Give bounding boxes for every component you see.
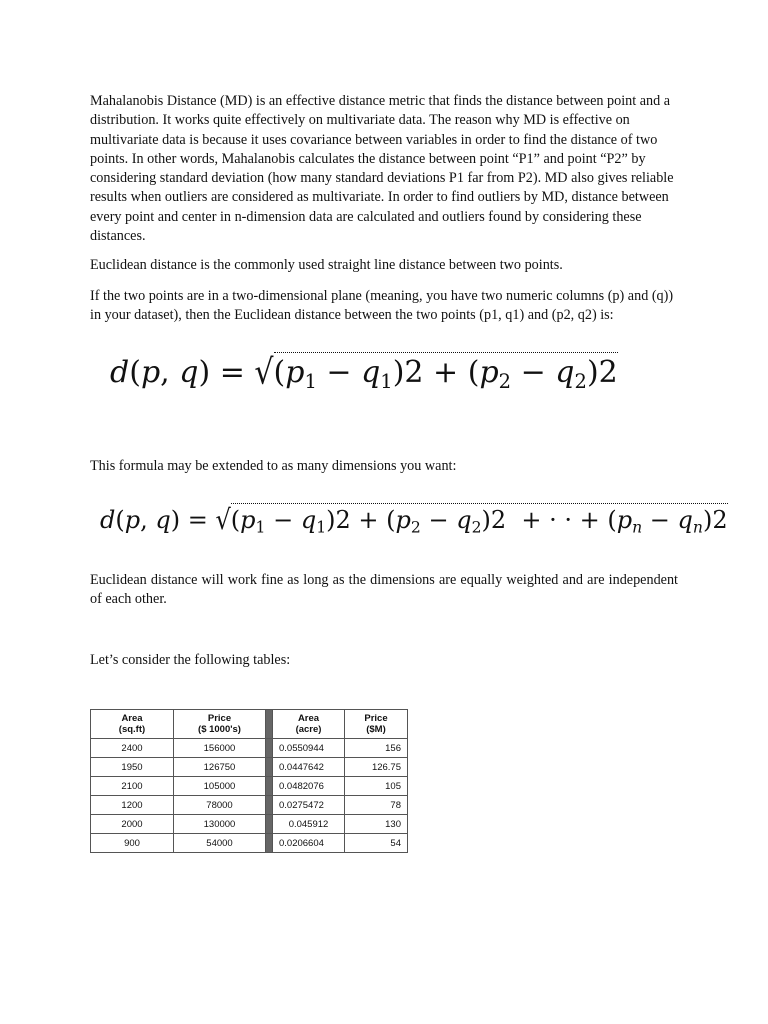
paragraph-two-dimensional: If the two points are in a two-dimensional plane (meaning, you have two numeric columns (p) and (q)) in your dataset), then the Euclidean distance between the two points (p1, q1) and (p2, q2) is: <box>90 288 674 324</box>
paragraph-md-intro: Mahalanobis Distance (MD) is an effective distance metric that finds the distance between point and a distribution. It works quite effectively on multivariate data. The reason why MD is effective on multivariate data is because it uses covariance between variables in order to find the distance of two points. In other words, Mahalanobis calculates the distance between point “P1” and point “P2” by considering standard deviation (how many standard deviations P1 far from P2). MD also gives reliable results when outliers are considered as multivariate. In order to find outliers by MD, distance between every point and center in n-dimension data are calculated and outliers found by considering these distances. <box>90 93 674 245</box>
cell-area-sqft: 2100 <box>91 777 174 796</box>
table-row <box>91 834 408 853</box>
table-divider <box>266 777 273 796</box>
paragraph-extend: This formula may be extended to as many dimensions you want: <box>90 458 457 474</box>
table-divider <box>266 739 273 758</box>
cell-price-millions: 156 <box>345 739 408 758</box>
formula-n-dimensional: d(p, $q) = √(p_1 - q_1)2 + (p_2 - q_2)2$ + · · + $(p_n - q_n)2$ <box>100 503 728 537</box>
table-row <box>91 796 408 815</box>
cell-area-acre: 0.0206604 <box>273 834 345 853</box>
data-table <box>90 709 408 853</box>
cell-area-acre: 0.0482076 <box>273 777 345 796</box>
cell-area-sqft: 2000 <box>91 815 174 834</box>
table-row <box>91 739 408 758</box>
cell-area-sqft: 900 <box>91 834 174 853</box>
cell-area-acre: 0.0550944 <box>273 739 345 758</box>
header-price-thousands: Price ($ 1000's) <box>174 710 266 739</box>
cell-area-sqft: 2400 <box>91 739 174 758</box>
cell-area-acre: 0.045912 <box>273 815 345 834</box>
cell-area-acre: 0.0275472 <box>273 796 345 815</box>
header-price-millions: Price ($M) <box>345 710 408 739</box>
header-area-acre: Area (acre) <box>273 710 345 739</box>
table-divider <box>266 710 273 739</box>
cell-price-thousands: 156000 <box>174 739 266 758</box>
paragraph-euclidean-definition: Euclidean distance is the commonly used straight line distance between two points. <box>90 257 563 273</box>
table-header-row <box>91 710 408 739</box>
table-row <box>91 815 408 834</box>
cell-price-thousands: 54000 <box>174 834 266 853</box>
cell-area-sqft: 1950 <box>91 758 174 777</box>
cell-price-thousands: 130000 <box>174 815 266 834</box>
cell-price-millions: 126.75 <box>345 758 408 777</box>
table-divider <box>266 834 273 853</box>
cell-price-millions: 130 <box>345 815 408 834</box>
cell-price-millions: 105 <box>345 777 408 796</box>
cell-area-sqft: 1200 <box>91 796 174 815</box>
formula-two-dimensional: d(p, $q) = √(p_1 - q_1)2 + (p_2 - q_2)2$ <box>110 352 618 393</box>
table-divider <box>266 815 273 834</box>
header-area-sqft: Area (sq.ft) <box>91 710 174 739</box>
cell-area-acre: 0.0447642 <box>273 758 345 777</box>
cell-price-thousands: 105000 <box>174 777 266 796</box>
table-divider <box>266 796 273 815</box>
cell-price-thousands: 126750 <box>174 758 266 777</box>
cell-price-millions: 54 <box>345 834 408 853</box>
table-divider <box>266 758 273 777</box>
paragraph-equally-weighted: Euclidean distance will work fine as long as the dimensions are equally weighted and are independent of each other. <box>90 572 678 608</box>
paragraph-consider-tables: Let’s consider the following tables: <box>90 652 291 668</box>
table-row <box>91 758 408 777</box>
table-row <box>91 777 408 796</box>
cell-price-millions: 78 <box>345 796 408 815</box>
cell-price-thousands: 78000 <box>174 796 266 815</box>
